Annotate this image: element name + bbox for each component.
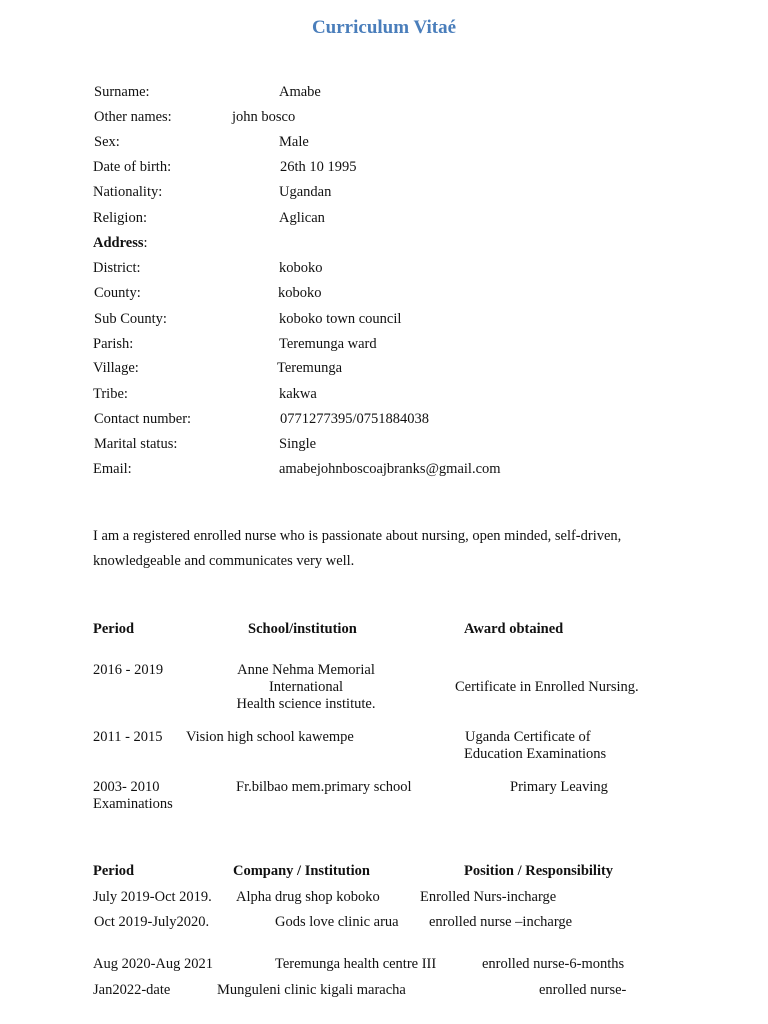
contact-value: 0771277395/0751884038 <box>280 411 430 427</box>
tribe-label: Tribe: <box>93 386 128 402</box>
address-label: Address <box>93 235 144 251</box>
edu-school-line: International <box>268 679 344 695</box>
work-header-company: Company / Institution <box>233 863 370 879</box>
edu-header-period: Period <box>93 621 135 637</box>
county-value: koboko <box>278 285 322 301</box>
subcounty-value: koboko town council <box>279 311 402 327</box>
other-names-label: Other names: <box>94 109 172 125</box>
sex-label: Sex: <box>94 134 120 150</box>
work-position: enrolled nurse –incharge <box>429 914 573 930</box>
district-value: koboko <box>279 260 323 276</box>
sex-value: Male <box>279 134 309 150</box>
edu-header-school: School/institution <box>248 621 357 637</box>
surname-value: Amabe <box>279 84 321 100</box>
edu-period: 2003- 2010 <box>93 779 160 795</box>
dob-value: 26th 10 1995 <box>280 159 357 175</box>
edu-award: Certificate in Enrolled Nursing. <box>455 679 639 695</box>
tribe-value: kakwa <box>279 386 317 402</box>
work-header-period: Period <box>93 863 135 879</box>
edu-period: 2016 - 2019 <box>93 662 164 678</box>
work-period: Oct 2019-July2020. <box>94 914 210 930</box>
parish-label: Parish: <box>93 336 134 352</box>
subcounty-label: Sub County: <box>94 311 167 327</box>
contact-label: Contact number: <box>94 411 192 427</box>
village-value: Teremunga <box>277 360 343 376</box>
edu-period: 2011 - 2015 <box>93 729 163 745</box>
district-label: District: <box>93 260 141 276</box>
address-colon: : <box>143 235 148 251</box>
work-period: Jan2022-date <box>93 982 171 998</box>
work-period: Aug 2020-Aug 2021 <box>93 956 214 972</box>
county-label: County: <box>94 285 141 301</box>
dob-label: Date of birth: <box>93 159 172 175</box>
work-header-position: Position / Responsibility <box>464 863 614 879</box>
nationality-value: Ugandan <box>279 184 332 200</box>
address-heading <box>93 235 148 252</box>
edu-header-award: Award obtained <box>464 621 564 637</box>
religion-value: Aglican <box>279 210 325 226</box>
work-company: Alpha drug shop koboko <box>236 889 380 905</box>
edu-school-line: Anne Nehma Memorial <box>237 662 375 678</box>
edu-school-line: Health science institute. <box>236 696 376 712</box>
work-period: July 2019-Oct 2019. <box>93 889 212 905</box>
work-position: Enrolled Nurs-incharge <box>420 889 557 905</box>
edu-award <box>464 729 606 763</box>
work-position: enrolled nurse- <box>539 982 627 998</box>
marital-value: Single <box>279 436 317 452</box>
work-company: Munguleni clinic kigali maracha <box>217 982 406 998</box>
edu-school: Vision high school kawempe <box>186 729 354 745</box>
marital-label: Marital status: <box>94 436 178 452</box>
profile-summary <box>93 524 693 574</box>
edu-school <box>206 662 406 713</box>
email-value: amabejohnboscoajbranks@gmail.com <box>279 461 501 477</box>
parish-value: Teremunga ward <box>279 336 377 352</box>
surname-label: Surname: <box>94 84 150 100</box>
other-names-value: john bosco <box>232 109 296 125</box>
summary-line: knowledgeable and communicates very well. <box>93 553 355 569</box>
religion-label: Religion: <box>93 210 147 226</box>
edu-award-line: Primary Leaving <box>510 779 608 795</box>
edu-school: Fr.bilbao mem.primary school <box>236 779 412 795</box>
summary-line: I am a registered enrolled nurse who is passionate about nursing, open minded, self-driven, <box>93 528 622 544</box>
nationality-label: Nationality: <box>93 184 163 200</box>
village-label: Village: <box>93 360 139 376</box>
edu-award-line: Uganda Certificate of <box>465 729 591 745</box>
edu-award-line: Examinations <box>93 796 173 812</box>
email-label: Email: <box>93 461 132 477</box>
work-company: Gods love clinic arua <box>275 914 399 930</box>
work-position: enrolled nurse-6-months <box>482 956 625 972</box>
work-company: Teremunga health centre III <box>275 956 437 972</box>
document-title: Curriculum Vitaé <box>311 17 457 38</box>
edu-award-line: Education Examinations <box>464 746 607 762</box>
